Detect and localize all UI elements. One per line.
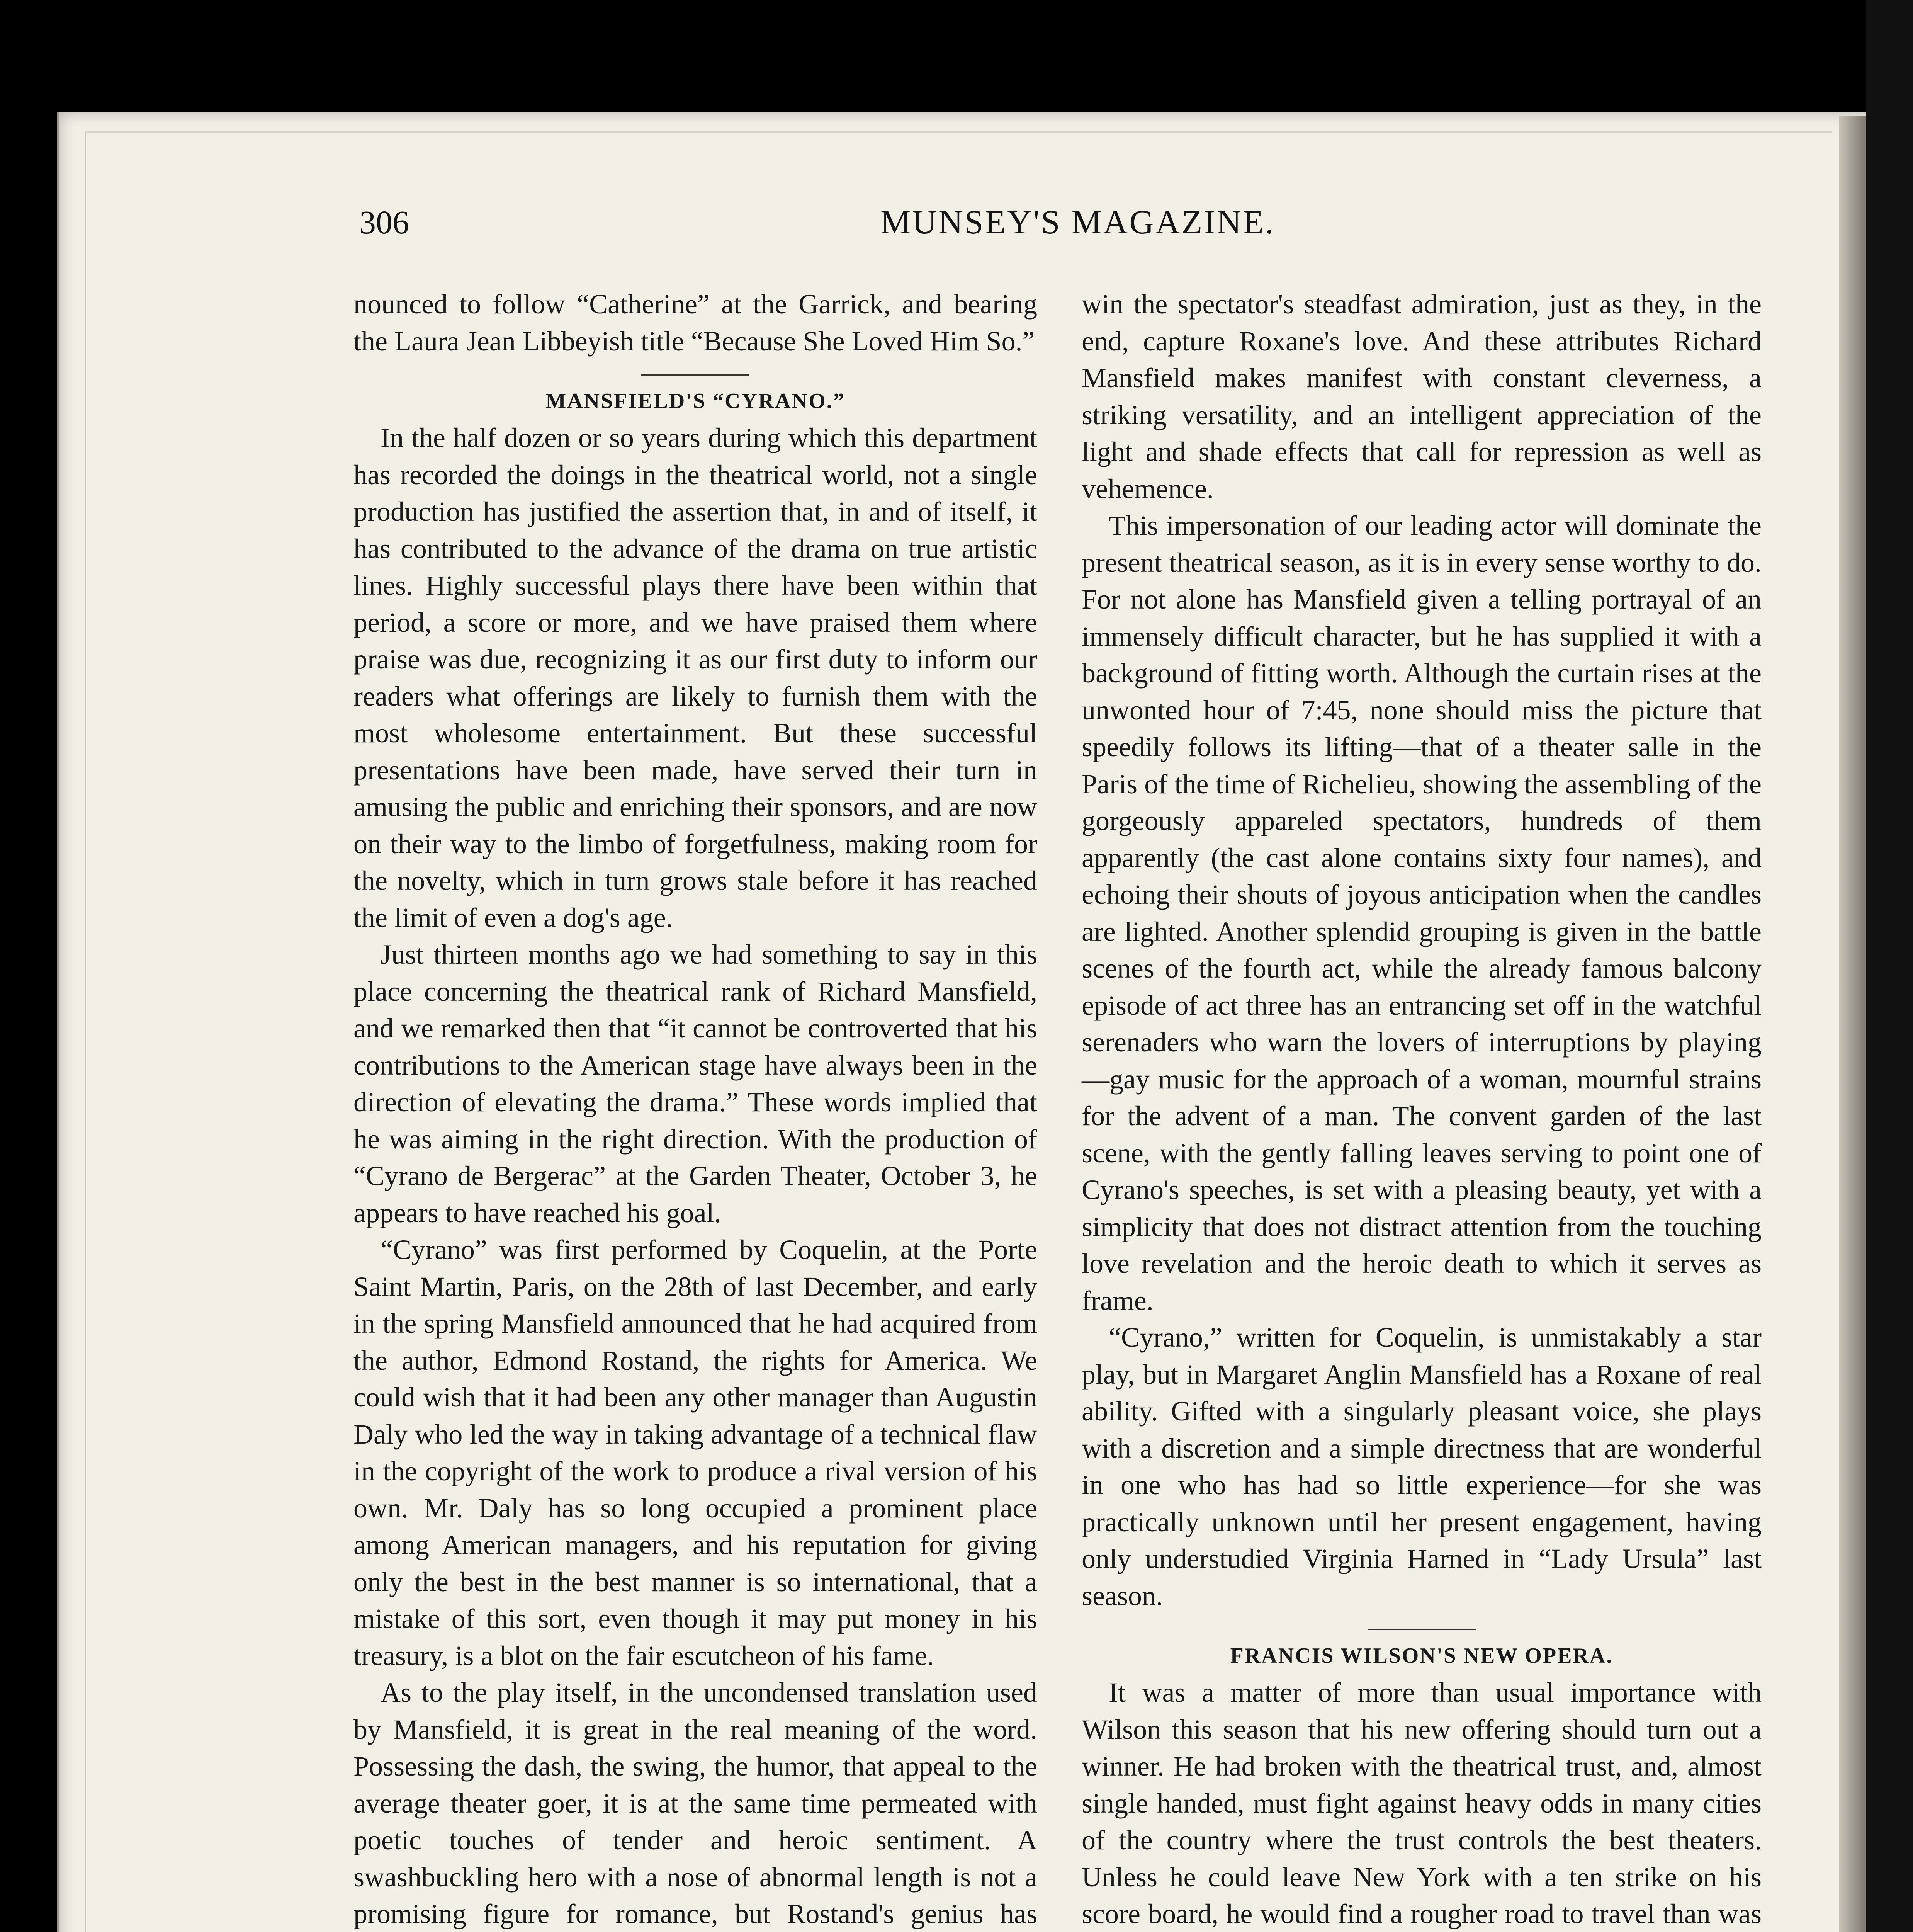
binding-spine <box>1839 116 1866 1932</box>
paragraph: Just thirteen months ago we had something to say in this place concerning the theatrical rank of Richard Mansfield, and we remarked then that “it cannot be controverted that his contributions to the American stage have always been in the direction of elevating the drama.” These words implied that he was aiming in the right direction. With the production of “Cyrano de Bergerac” at the Garden Theater, October 3, he appears to have reached his goal. <box>353 939 1037 1228</box>
scan-margin-right <box>1866 0 1913 1932</box>
paragraph: “Cyrano” was first performed by Coquelin, at the Porte Saint Martin, Paris, on the 28th of last December, and early in the spring Mansfield announced that he had acquired from the author, Edmond Rostand, the rights for America. We could wish that it had been any other manager than Augustin Daly who led the way in taking advantage of a technical flaw in the copyright of the work to produce a rival version of his own. Mr. Daly has so long occupied a prominent place among American managers, and his reputation for giving only the best in the best manner is so international, that a mistake of this sort, even though it may put money in his treasury, is a blot on the fair escutcheon of his fame. <box>353 1234 1037 1671</box>
section-heading-cyrano: MANSFIELD'S “CYRANO.” <box>545 389 845 413</box>
left-column <box>353 286 1037 1932</box>
paragraph: This impersonation of our leading actor will dominate the present theatrical season, as it is in every sense worthy to do. For not alone has Mansfield given a telling portrayal of an immensely difficult character, but he has supplied it with a background of fitting worth. Although the curtain rises at the unwonted hour of 7:45, none should miss the picture that speedily follows its lifting—that of a theater salle in the Paris of the time of Richelieu, showing the assembling of the gorgeously appareled spectators, hundreds of them apparently (the cast alone contains sixty four names), and echoing their shouts of joyous anticipation when the candles are lighted. Another splendid grouping is given in the battle scenes of the fourth act, while the already famous balcony episode of act three has an entrancing set off in the watchful serenaders who warn the lovers of interruptions by playing—gay music for the approach of a woman, mournful strains for the advent of a man. The convent garden of the last scene, with the gently falling leaves serving to point one of Cyrano's speeches, is set with a pleasing beauty, yet with a simplicity that does not distract attention from the touching love revelation and the heroic death to which it serves as frame. <box>1082 510 1762 1316</box>
page-header <box>359 203 1796 245</box>
section-heading-wilson: FRANCIS WILSON'S NEW OPERA. <box>1230 1644 1613 1668</box>
right-column <box>1082 286 1762 1932</box>
paragraph: In the half dozen or so years during which this department has recorded the doings in the theatrical world, not a single production has justified the assertion that, in and of itself, it has contributed to the advance of the drama on true artistic lines. Highly successful plays there have been within that period, a score or more, and we have praised them where praise was due, recognizing it as our first duty to inform our readers what offerings are likely to furnish them with the most wholesome entertainment. But these successful presentations have been made, have served their turn in amusing the public and enriching their sponsors, and are now on their way to the limbo of forgetfulness, making room for the novelty, which in turn grows stale before it has reached the limit of even a dog's age. <box>353 422 1037 933</box>
paragraph: nounced to follow “Catherine” at the Garrick, and bearing the Laura Jean Libbeyish title “Because She Loved Him So.” <box>353 289 1037 357</box>
paragraph: As to the play itself, in the uncondensed translation used by Mansfield, it is great in the real meaning of the word. Possessing the dash, the swing, the humor, that appeal to the average theater goer, it is at the same time permeated with poetic touches of tender and heroic sentiment. A swashbuckling hero with a nose of abnormal length is not a promising figure for romance, but Rostand's genius has <box>353 1677 1037 1929</box>
paragraph: “Cyrano,” written for Coquelin, is unmistakably a star play, but in Margaret Anglin Mansfield has a Roxane of real ability. Gifted with a singularly pleasant voice, she plays with a discretion and a simple directness that are wonderful in one who has had so little experience—for she was practically unknown until her present engagement, having only understudied Virginia Harned in “Lady Ursula” last season. <box>1082 1322 1762 1611</box>
running-title: MUNSEY'S MAGAZINE. <box>880 204 1275 241</box>
paragraph: win the spectator's steadfast admiration, just as they, in the end, capture Roxane's love. And these attributes Richard Mansfield makes manifest with constant cleverness, a striking versatility, and an intelligent appreciation of the light and shade effects that call for repression as well as vehemence. <box>1082 289 1762 504</box>
paragraph: It was a matter of more than usual importance with Wilson this season that his new offering should turn out a winner. He had broken with the theatrical trust, and, almost single handed, must fight against heavy odds in many cities of the country where the trust controls the best theaters. Unless he could leave New York with a ten strike on his score board, he would find a rougher road to travel than was <box>1082 1677 1762 1929</box>
page-number: 306 <box>359 204 409 241</box>
